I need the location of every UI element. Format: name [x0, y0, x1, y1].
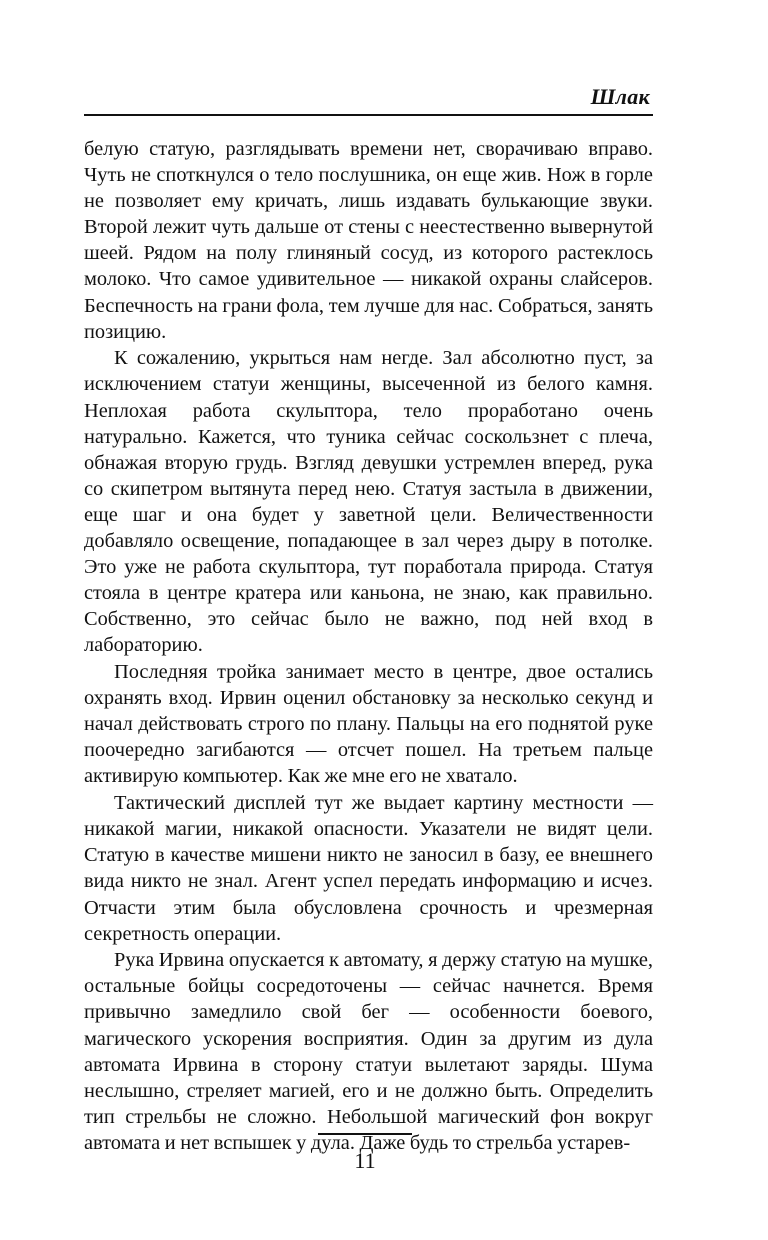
header-rule [84, 114, 653, 116]
page-number: 11 [354, 1148, 376, 1173]
paragraph: Рука Ирвина опускается к автомату, я держу статую на мушке, остальные бойцы сосредоточены — сейчас начнется. Время привычно замедлило свой бег — особенности боевого, магического ускорения восприятия. Один за другим из дула автомата Ирвина в сторону статуи вылетают заряды. Шума неслышно, стреляет магией, его и не должно быть. Определить тип стрельбы не сложно. Небольшой магический фон вокруг автомата и нет вспышек у дула. Даже будь то стрельба устарев- [84, 949, 653, 1154]
paragraph: Тактический дисплей тут же выдает картину местности — никакой магии, никакой опасности. Указатели не видят цели. Статую в качестве мишени никто не заносил в базу, ее внешнего вида никто не знал. Агент успел передать информацию и исчез. Отчасти этим была обусловлена срочность и чрезмерная секретность операции. [84, 792, 653, 945]
footer-rule [318, 1133, 412, 1135]
body-text [84, 136, 653, 1156]
running-title: Шлак [590, 84, 650, 109]
paragraph: Последняя тройка занимает место в центре, двое остались охранять вход. Ирвин оценил обстановку за несколько секунд и начал действовать строго по плану. Пальцы на его поднятой руке поочередно загибаются — отсчет пошел. На третьем пальце активирую компьютер. Как же мне его не хватало. [84, 661, 653, 788]
paragraph: белую статую, разглядывать времени нет, сворачиваю вправо. Чуть не споткнулся о тело послушника, он еще жив. Нож в горле не позволяет ему кричать, лишь издавать булькающие звуки. Второй лежит чуть дальше от стены с неестественно вывернутой шеей. Рядом на полу глиняный сосуд, из которого растеклось молоко. Что самое удивительное — никакой охраны слайсеров. Беспечность на грани фола, тем лучше для нас. Собраться, занять позицию. [84, 138, 653, 343]
paragraph: К сожалению, укрыться нам негде. Зал абсолютно пуст, за исключением статуи женщины, высеченной из белого камня. Неплохая работа скульптора, тело проработано очень натурально. Кажется, что туника сейчас соскользнет с плеча, обнажая вторую грудь. Взгляд девушки устремлен вперед, рука со скипетром вытянута перед нею. Статуя застыла в движении, еще шаг и она будет у заветной цели. Величественности добавляло освещение, попадающее в зал через дыру в потолке. Это уже не работа скульптора, тут поработала природа. Статуя стояла в центре кратера или каньона, не знаю, как правильно. Собственно, это сейчас было не важно, под ней вход в лабораторию. [84, 347, 653, 657]
